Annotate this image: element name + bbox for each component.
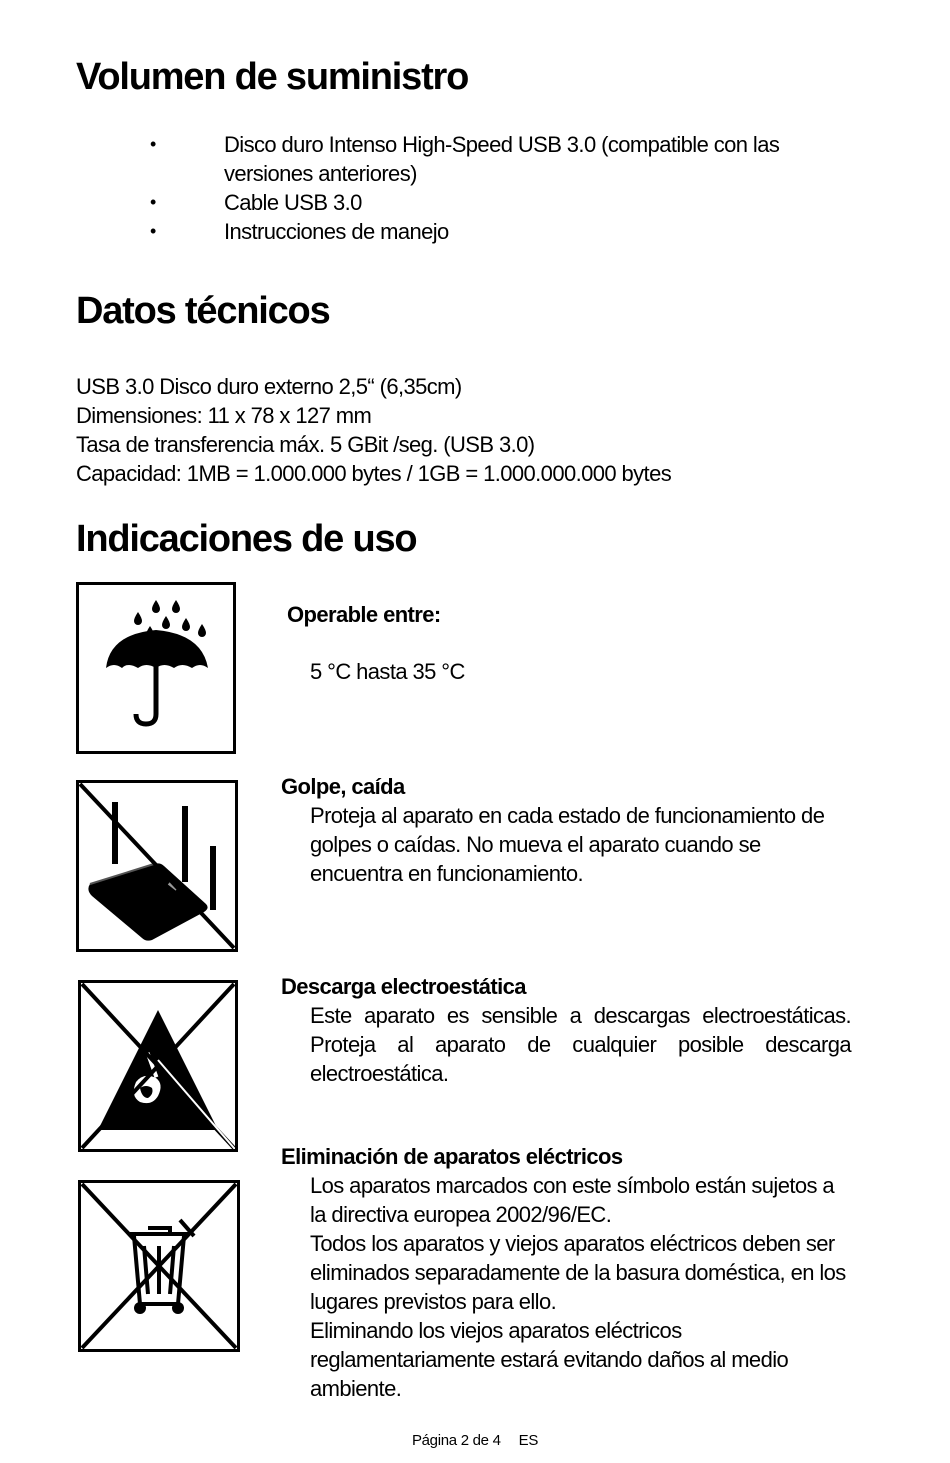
usage-item-operable — [287, 600, 857, 686]
heading-usage: Indicaciones de uso — [76, 518, 417, 560]
supply-list — [150, 130, 850, 246]
tech-line: USB 3.0 Disco duro externo 2,5“ (6,35cm) — [76, 374, 462, 399]
bullet: • — [150, 134, 156, 154]
usage-item-text: 5 °C hasta 35 °C — [310, 659, 465, 684]
page-number: Página 2 de 4 — [411, 1432, 501, 1449]
usage-item-text: Los aparatos marcados con este símbolo están sujetos a la directiva europea 2002/96/EC. — [310, 1173, 835, 1227]
tech-line: Tasa de transferencia máx. 5 GBit /seg. (USB 3.0) — [76, 432, 535, 457]
usage-item-disposal — [281, 1142, 851, 1403]
bullet: • — [150, 221, 156, 241]
list-item-text: Cable USB 3.0 — [224, 190, 362, 215]
usage-item-title: Operable entre: — [287, 602, 441, 627]
usage-item-title: Descarga electroestática — [281, 974, 526, 999]
heading-supply: Volumen de suministro — [76, 56, 469, 98]
tech-line: Capacidad: 1MB = 1.000.000 bytes / 1GB = 1.000.000.000 bytes — [76, 461, 672, 486]
list-item — [150, 217, 850, 246]
usage-item-text: Proteja al aparato en cada estado de funcionamiento de golpes o caídas. No mueva el aparato cuando se encuentra en funcionamiento. — [310, 803, 825, 886]
heading-tech: Datos técnicos — [76, 290, 330, 332]
crossed-bin-icon — [78, 1180, 240, 1352]
umbrella-rain-icon — [76, 582, 236, 754]
usage-item-title: Eliminación de aparatos eléctricos — [281, 1144, 623, 1169]
tech-line: Dimensiones: 11 x 78 x 127 mm — [76, 403, 372, 428]
list-item — [150, 130, 850, 188]
list-item — [150, 188, 850, 217]
language-code: ES — [518, 1432, 539, 1449]
list-item-text: Disco duro Intenso High-Speed USB 3.0 (compatible con las versiones anteriores) — [224, 132, 780, 186]
usage-item-shock — [281, 772, 851, 888]
usage-item-title: Golpe, caída — [281, 774, 405, 799]
bullet: • — [150, 192, 156, 212]
no-drop-icon — [76, 780, 238, 952]
usage-item-esd — [281, 972, 851, 1088]
usage-item-text: Eliminando los viejos aparatos eléctricos reglamentariamente estará evitando daños al medio ambiente. — [310, 1318, 789, 1401]
esd-warning-icon — [78, 980, 238, 1152]
tech-specs — [76, 372, 876, 488]
list-item-text: Instrucciones de manejo — [224, 219, 449, 244]
usage-item-text: Este aparato es sensible a descargas electroestáticas. Proteja al aparato de cualquier posible descarga electroestática. — [310, 1003, 851, 1086]
usage-item-text: Todos los aparatos y viejos aparatos eléctricos deben ser eliminados separadamente de la basura doméstica, en los lugares previstos para ello. — [310, 1231, 846, 1314]
page-footer — [0, 1432, 950, 1449]
